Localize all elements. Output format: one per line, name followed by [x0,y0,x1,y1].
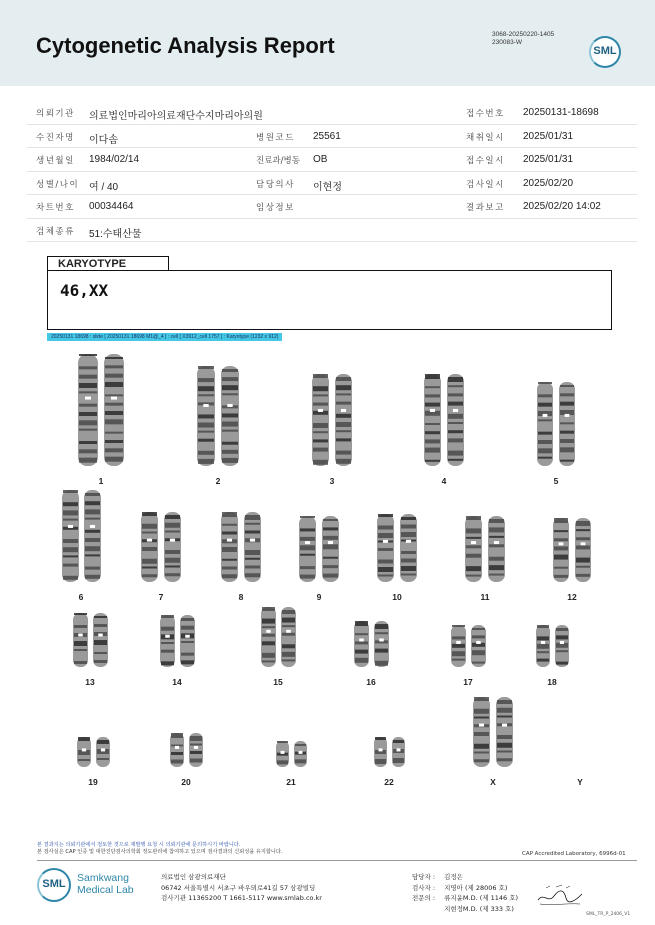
report-header [0,0,655,86]
chromosome-pair-3 [312,374,352,466]
examiner-name: 지영아 (제 28006 호) [444,883,508,892]
notice-line-2: 본 검사실은 CAP 인증 및 대한진단검사의학회 정도관리에 참여하고 있으며 검사결과의 신뢰성을 유지합니다. [37,849,283,855]
collection-date-value: 2025/01/31 [523,130,574,142]
sml-logo-icon: SML [589,36,621,68]
chromosome-label: 11 [480,592,490,602]
chromosome-pair-9 [299,516,339,582]
chromosome-label: Y [577,777,583,787]
patient-info-table [27,101,637,242]
examiner-row [412,883,518,894]
document-id-line2: 230083-W [492,39,522,46]
chromosome-pair-4 [424,374,464,466]
chromosome-pair-17 [451,625,486,667]
company-address [161,872,322,904]
physician-label: 담당의사 [256,179,295,190]
chromosome-label: 15 [273,677,283,687]
info-row [27,172,637,196]
chromosome-pair-5 [537,382,575,466]
chromosome-pair-11 [465,516,505,582]
sex-age-label: 성별/나이 [36,179,80,190]
chromosome-label: X [490,777,496,787]
address-line-1: 의료법인 삼광의료재단 [161,873,226,881]
specimen-label: 검체종류 [36,226,75,237]
chromosome-label: 12 [567,592,577,602]
physician-value: 이현정 [313,181,342,193]
address-line-2: 06742 서울특별시 서초구 바우뫼로41길 57 삼광빌딩 [161,883,316,892]
chromosome-pair-14 [160,615,195,667]
dob-label: 생년월일 [36,156,75,166]
info-row [27,101,637,125]
examiner-label: 검사자 : [412,883,436,892]
chromosome-pair-X [473,697,513,767]
patient-name-label: 수진자명 [36,132,75,143]
department-label: 진료과/병동 [256,156,300,166]
chart-no-value: 00034464 [89,201,134,212]
chromosome-pair-10 [377,514,417,582]
specialist-label: 전문의 : [412,894,436,902]
staff-label: 담당자 : [412,873,436,881]
staff-row [412,872,518,883]
chromosome-pair-7 [141,512,181,582]
karyotype-image-caption: 20250131 18698 : slide [ 20250131 18698 M1@_4 ] : cell [ X3912_cell 1757 ] : Karyotype (1232 x 912) [47,333,282,341]
receipt-no-label: 접수번호 [466,109,505,119]
specialist-name-2: 지현정M.D. (제 333 호) [444,904,514,913]
exam-date-label: 검사일시 [466,179,505,190]
karyotype-result-box [47,270,612,330]
hospital-code-label: 병원코드 [256,132,295,143]
chromosome-pair-16 [354,621,389,667]
chromosome-label: 4 [441,476,447,486]
chromosome-label: 1 [98,476,104,486]
chromosome-label: 6 [78,592,84,602]
karyotype-tab: KARYOTYPE [47,256,169,271]
document-id-line1: 3068-20250220-1405 [492,31,555,38]
chromosome-pair-22 [374,737,405,767]
footer-divider [37,860,637,861]
institution-value: 의료법인마리아의료재단수지마리아의원 [89,111,263,122]
specimen-value: 51:수태산물 [89,228,142,240]
hospital-code-value: 25561 [313,130,341,142]
report-notice [37,842,283,856]
patient-name-value: 이다솜 [89,134,118,146]
chromosome-label: 9 [316,592,322,602]
chromosome-pair-15 [261,607,296,667]
specialist-row [412,893,518,904]
company-name-line2: Medical Lab [77,884,134,896]
report-date-label: 결과보고 [466,203,505,213]
chromosome-pair-19 [77,737,110,767]
chromosome-label: 3 [329,476,335,486]
exam-date-value: 2025/02/20 [523,177,574,189]
karyotype-result: 46,XX [60,281,109,300]
company-name-line1: Samkwang [77,872,129,884]
department-value: OB [313,154,328,165]
chromosome-label: 16 [366,677,376,687]
chromosome-pair-21 [276,741,307,767]
receipt-date-value: 2025/01/31 [523,154,574,165]
receipt-date-label: 접수일시 [466,156,505,166]
info-row [27,125,637,149]
chromosome-label: 10 [392,592,402,602]
signatories [412,872,518,914]
chromosome-label: 5 [553,476,559,486]
chromosome-pair-6 [62,490,101,582]
chromosome-label: 21 [286,777,296,787]
chromosome-label: 18 [547,677,557,687]
chromosome-pair-2 [197,366,239,466]
chromosome-pair-8 [221,512,261,582]
notice-line-1: 본 결과지는 의뢰기관에서 검토한 것으로 재발행 요청 시 의뢰기관에 문의하시기 바랍니다. [37,842,241,848]
chromosome-label: 2 [215,476,221,486]
chromosome-label: 7 [158,592,164,602]
info-row [27,195,637,219]
specialist-row-2 [412,904,518,915]
chromosome-label: 20 [181,777,191,787]
chromosome-label: 22 [384,777,394,787]
staff-name: 김정은 [444,873,463,881]
sml-logo-icon: SML [37,868,71,902]
chromosome-label: 13 [85,677,95,687]
cap-accreditation: CAP Accredited Laboratory, 6996d-01 [522,851,626,857]
chromosome-pair-12 [553,518,591,582]
chromosome-label: 14 [172,677,182,687]
chromosome-label: 17 [463,677,473,687]
info-row [27,148,637,172]
specialist-name-1: 류지윤M.D. (제 1146 호) [444,894,519,902]
institution-label: 의뢰기관 [36,109,75,119]
chart-no-label: 차트번호 [36,203,75,213]
handwritten-signature-icon [536,882,584,908]
report-date-value: 2025/02/20 14:02 [523,201,601,212]
form-code: SML_TR_P_2406_V1 [586,912,631,917]
clinical-info-label: 임상정보 [256,203,295,213]
sex-age-value: 여 / 40 [89,181,119,193]
receipt-no-value: 20250131-18698 [523,107,599,118]
chromosome-label: 19 [88,777,98,787]
collection-date-label: 채취일시 [466,132,505,143]
info-row [27,219,637,243]
chromosome-pair-18 [536,625,569,667]
chromosome-label: 8 [238,592,244,602]
address-line-3: 검사기관 11365200 T 1661-5117 www.smlab.co.kr [161,894,322,902]
company-name [77,872,134,896]
document-id [492,31,554,47]
report-title: Cytogenetic Analysis Report [36,33,335,58]
dob-value: 1984/02/14 [89,154,140,165]
chromosome-pair-13 [73,613,108,667]
chromosome-pair-1 [78,354,124,466]
chromosome-pair-20 [170,733,203,767]
